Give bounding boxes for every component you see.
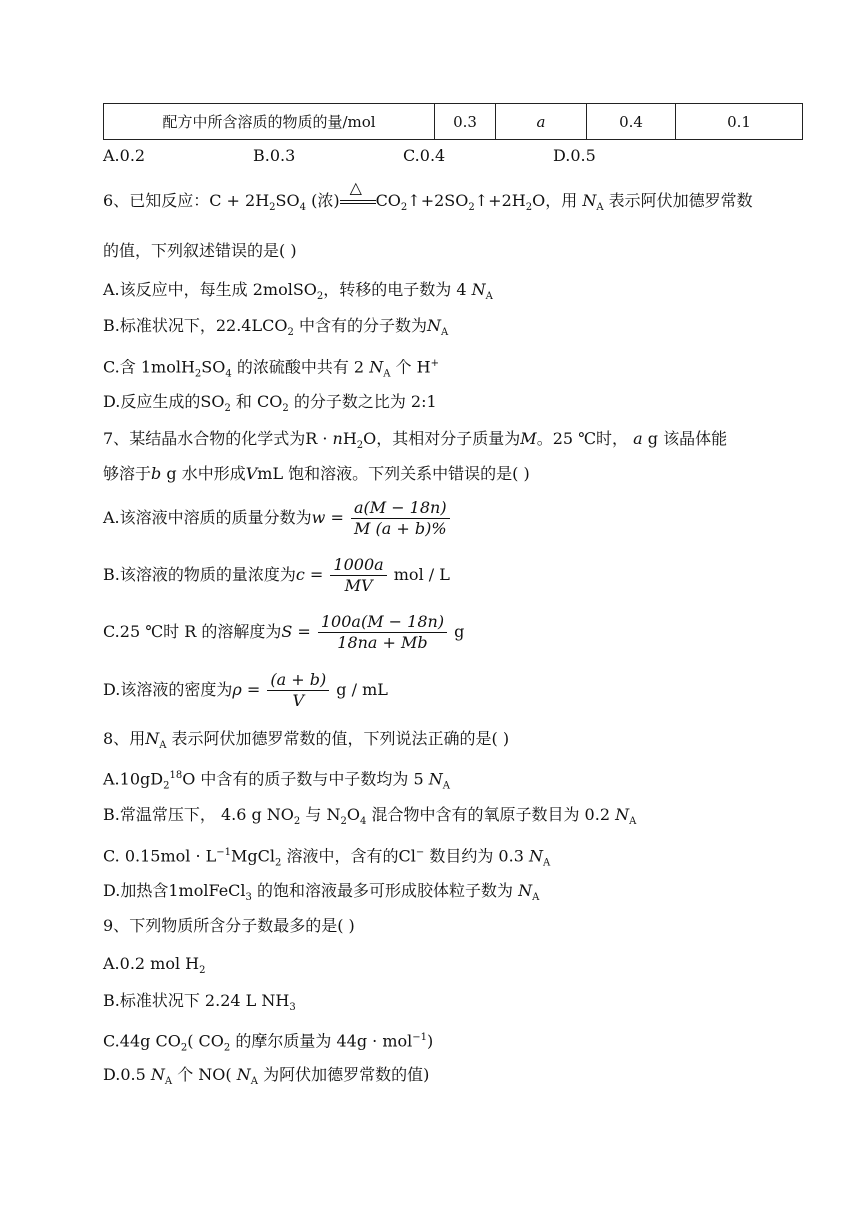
solute-table: [103, 103, 803, 140]
q8-option-c: C. $0.15mol \cdot L^{-1}MgCl_2$ 溶液中，含有的Cl− 数目约为 0.3 $N_A$: [103, 846, 551, 869]
q5-option-d: D.0.5: [553, 146, 596, 165]
q8-option-b: B.常温常压下， 4.6 g $NO_2$ 与 $N_2O_4$ 混合物中含有的氧原子数目为 0.2 $N_A$: [103, 805, 637, 828]
q6-stem: 6、已知反应：$C + 2H_2SO_4$ (浓) △ $CO_2↑+2SO_2↑+2H_2O$，用 $N_A$ 表示阿伏加德罗常数: [103, 177, 753, 214]
q6-option-c: C.含 $1molH_2SO_4$ 的浓硫酸中共有 2 $N_A$ 个 H+: [103, 357, 439, 380]
q5-option-c: C.0.4: [403, 146, 446, 165]
table-cell: a: [496, 104, 587, 140]
q7-stem: 7、某结晶水合物的化学式为$R \cdot nH_2O$，其相对分子质量为M。25 ℃时， a g 该晶体能: [103, 429, 728, 452]
q9-option-b: B.标准状况下 2.24 L $NH_3$: [103, 991, 296, 1014]
q7-stem-cont: 够溶于b g 水中形成VmL 饱和溶液。下列关系中错误的是( ): [103, 464, 530, 483]
q6-stem-cont: 的值，下列叙述错误的是( ): [103, 241, 297, 260]
table-cell: 0.1: [676, 104, 803, 140]
q7-option-d: D.该溶液的密度为ρ = $\frac{(a + b)}{V}$ g / mL: [103, 670, 388, 710]
q6-option-d: D.反应生成的$SO_2$ 和 $CO_2$ 的分子数之比为 2:1: [103, 392, 437, 415]
q7-option-a: A.该溶液中溶质的质量分数为w = $\frac{a(M - 18n)}{M (a + b)\%}$: [103, 498, 452, 539]
table-label-cell: 配方中所含溶质的物质的量/mol: [104, 104, 435, 140]
q8-stem: 8、用$N_A$ 表示阿伏加德罗常数的值，下列说法正确的是( ): [103, 729, 510, 752]
q8-option-d: D.加热含1molFeCl$_3$ 的饱和溶液最多可形成胶体粒子数为 $N_A$: [103, 881, 540, 904]
table-cell: 0.3: [435, 104, 496, 140]
q8-option-a: $A.10gD_2^{18}O$ 中含有的质子数与中子数均为 5 $N_A$: [103, 769, 450, 792]
table-cell: 0.4: [587, 104, 676, 140]
q6-option-a: A.该反应中，每生成 2molSO$_2$，转移的电子数为 4 $N_A$: [103, 280, 493, 303]
q5-option-a: A.0.2: [103, 146, 146, 165]
heat-condition: △: [340, 195, 376, 209]
q9-option-a: A.0.2 mol $H_2$: [103, 954, 206, 977]
q9-option-d: D.0.5 $N_A$ 个 NO( $N_A$ 为阿伏加德罗常数的值): [103, 1065, 430, 1088]
q7-option-c: C.25 ℃时 R 的溶解度为S = $\frac{100a(M - 18n)}{18na + Mb}$ g: [103, 612, 465, 652]
q9-stem: 9、下列物质所含分子数最多的是( ): [103, 916, 355, 935]
q7-option-b: B.该溶液的物质的量浓度为c = $\frac{1000a}{MV}$ mol / L: [103, 555, 450, 595]
q6-option-b: B.标准状况下，$22.4LCO_2$ 中含有的分子数为$N_A$: [103, 316, 449, 339]
q5-option-b: B.0.3: [253, 146, 296, 165]
q9-option-c: C.44g $CO_2$( $CO_2$ 的摩尔质量为 44g · mol$^{-1}$): [103, 1031, 434, 1054]
